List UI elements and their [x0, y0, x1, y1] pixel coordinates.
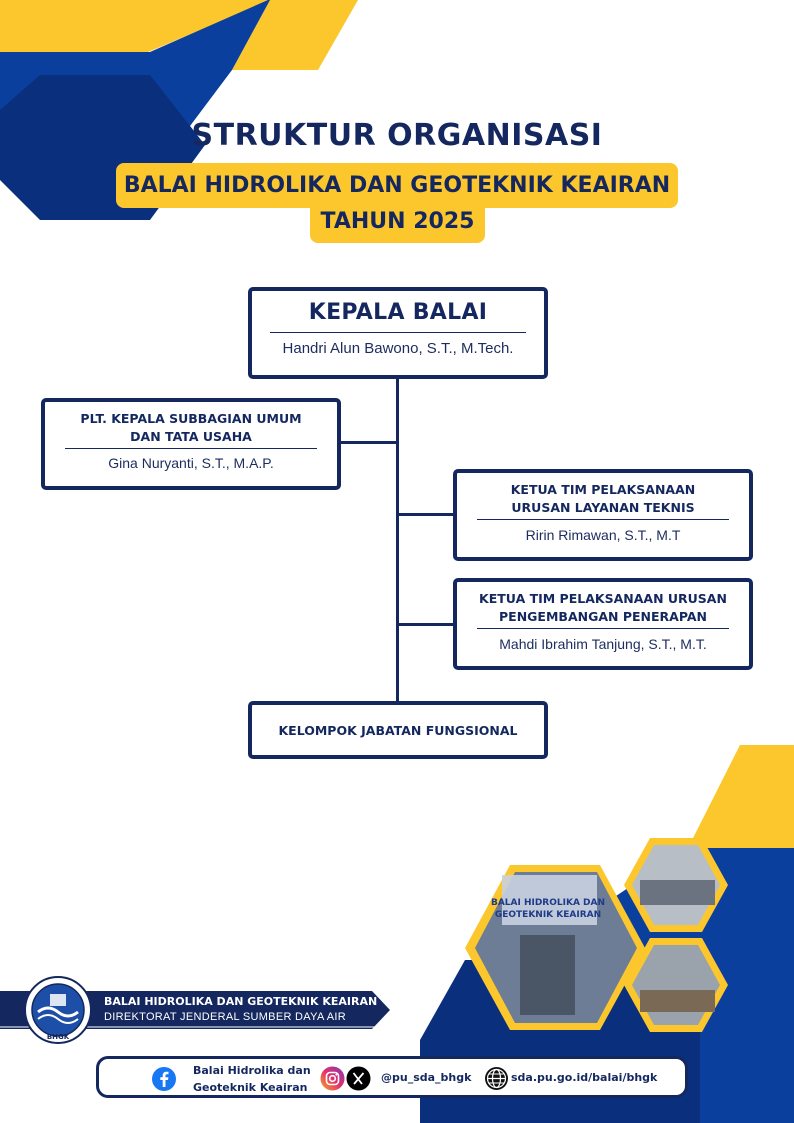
admin-divider [65, 448, 317, 449]
admin-role-line2: DAN TATA USAHA [130, 429, 252, 444]
head-role: KEPALA BALAI [308, 300, 488, 325]
page-title: STRUKTUR ORGANISASI [191, 118, 603, 153]
team1-role-line1: KETUA TIM PELAKSANAAN [510, 482, 696, 497]
team1-divider [477, 519, 729, 520]
website-link[interactable]: sda.pu.go.id/balai/bhgk [511, 1071, 658, 1084]
svg-text:GEOTEKNIK KEAIRAN: GEOTEKNIK KEAIRAN [494, 910, 602, 920]
org-box-functional [248, 701, 548, 759]
footer-directorate: DIREKTORAT JENDERAL SUMBER DAYA AIR [104, 1011, 346, 1023]
team2-divider [477, 628, 729, 629]
logo-text: BHGK [46, 1033, 70, 1041]
connector-team2 [397, 623, 455, 626]
subtitle-badge [116, 163, 678, 208]
admin-name: Gina Nuryanti, S.T., M.A.P. [108, 455, 274, 471]
facebook-line2[interactable]: Geoteknik Keairan [193, 1081, 308, 1094]
head-divider [270, 332, 526, 333]
social-handle[interactable]: @pu_sda_bhgk [381, 1071, 472, 1084]
org-box-head [248, 287, 548, 379]
year-badge [310, 205, 485, 243]
bhgk-logo-icon [24, 976, 92, 1044]
connector-admin [338, 441, 398, 444]
globe-icon[interactable] [484, 1066, 509, 1091]
admin-role-line1: PLT. KEPALA SUBBAGIAN UMUM [80, 411, 302, 426]
team1-name: Ririn Rimawan, S.T., M.T [525, 527, 681, 543]
svg-text:BALAI HIDROLIKA DAN: BALAI HIDROLIKA DAN [490, 898, 606, 908]
x-icon[interactable] [346, 1066, 371, 1091]
head-name: Handri Alun Bawono, S.T., M.Tech. [282, 340, 514, 357]
bottom-yellow-band [688, 745, 794, 848]
footer-org-name: BALAI HIDROLIKA DAN GEOTEKNIK KEAIRAN [104, 995, 378, 1008]
connector-team1 [397, 513, 455, 516]
team2-name: Mahdi Ibrahim Tanjung, S.T., M.T. [499, 636, 707, 652]
instagram-icon[interactable] [320, 1066, 345, 1091]
functional-role: KELOMPOK JABATAN FUNGSIONAL [278, 723, 518, 738]
team2-role-line1: KETUA TIM PELAKSANAAN URUSAN [479, 591, 727, 606]
subtitle-text: BALAI HIDROLIKA DAN GEOTEKNIK KEAIRAN [123, 173, 671, 198]
facebook-icon[interactable] [151, 1066, 177, 1092]
team2-role-line2: PENGEMBANGAN PENERAPAN [499, 609, 707, 624]
connector-vertical [396, 376, 399, 704]
year-text: TAHUN 2025 [320, 209, 475, 234]
org-box-team1 [453, 469, 753, 561]
team1-role-line2: URUSAN LAYANAN TEKNIS [511, 500, 695, 515]
facebook-line1[interactable]: Balai Hidrolika dan [193, 1064, 311, 1077]
org-box-admin [41, 398, 341, 490]
org-box-team2 [453, 578, 753, 670]
